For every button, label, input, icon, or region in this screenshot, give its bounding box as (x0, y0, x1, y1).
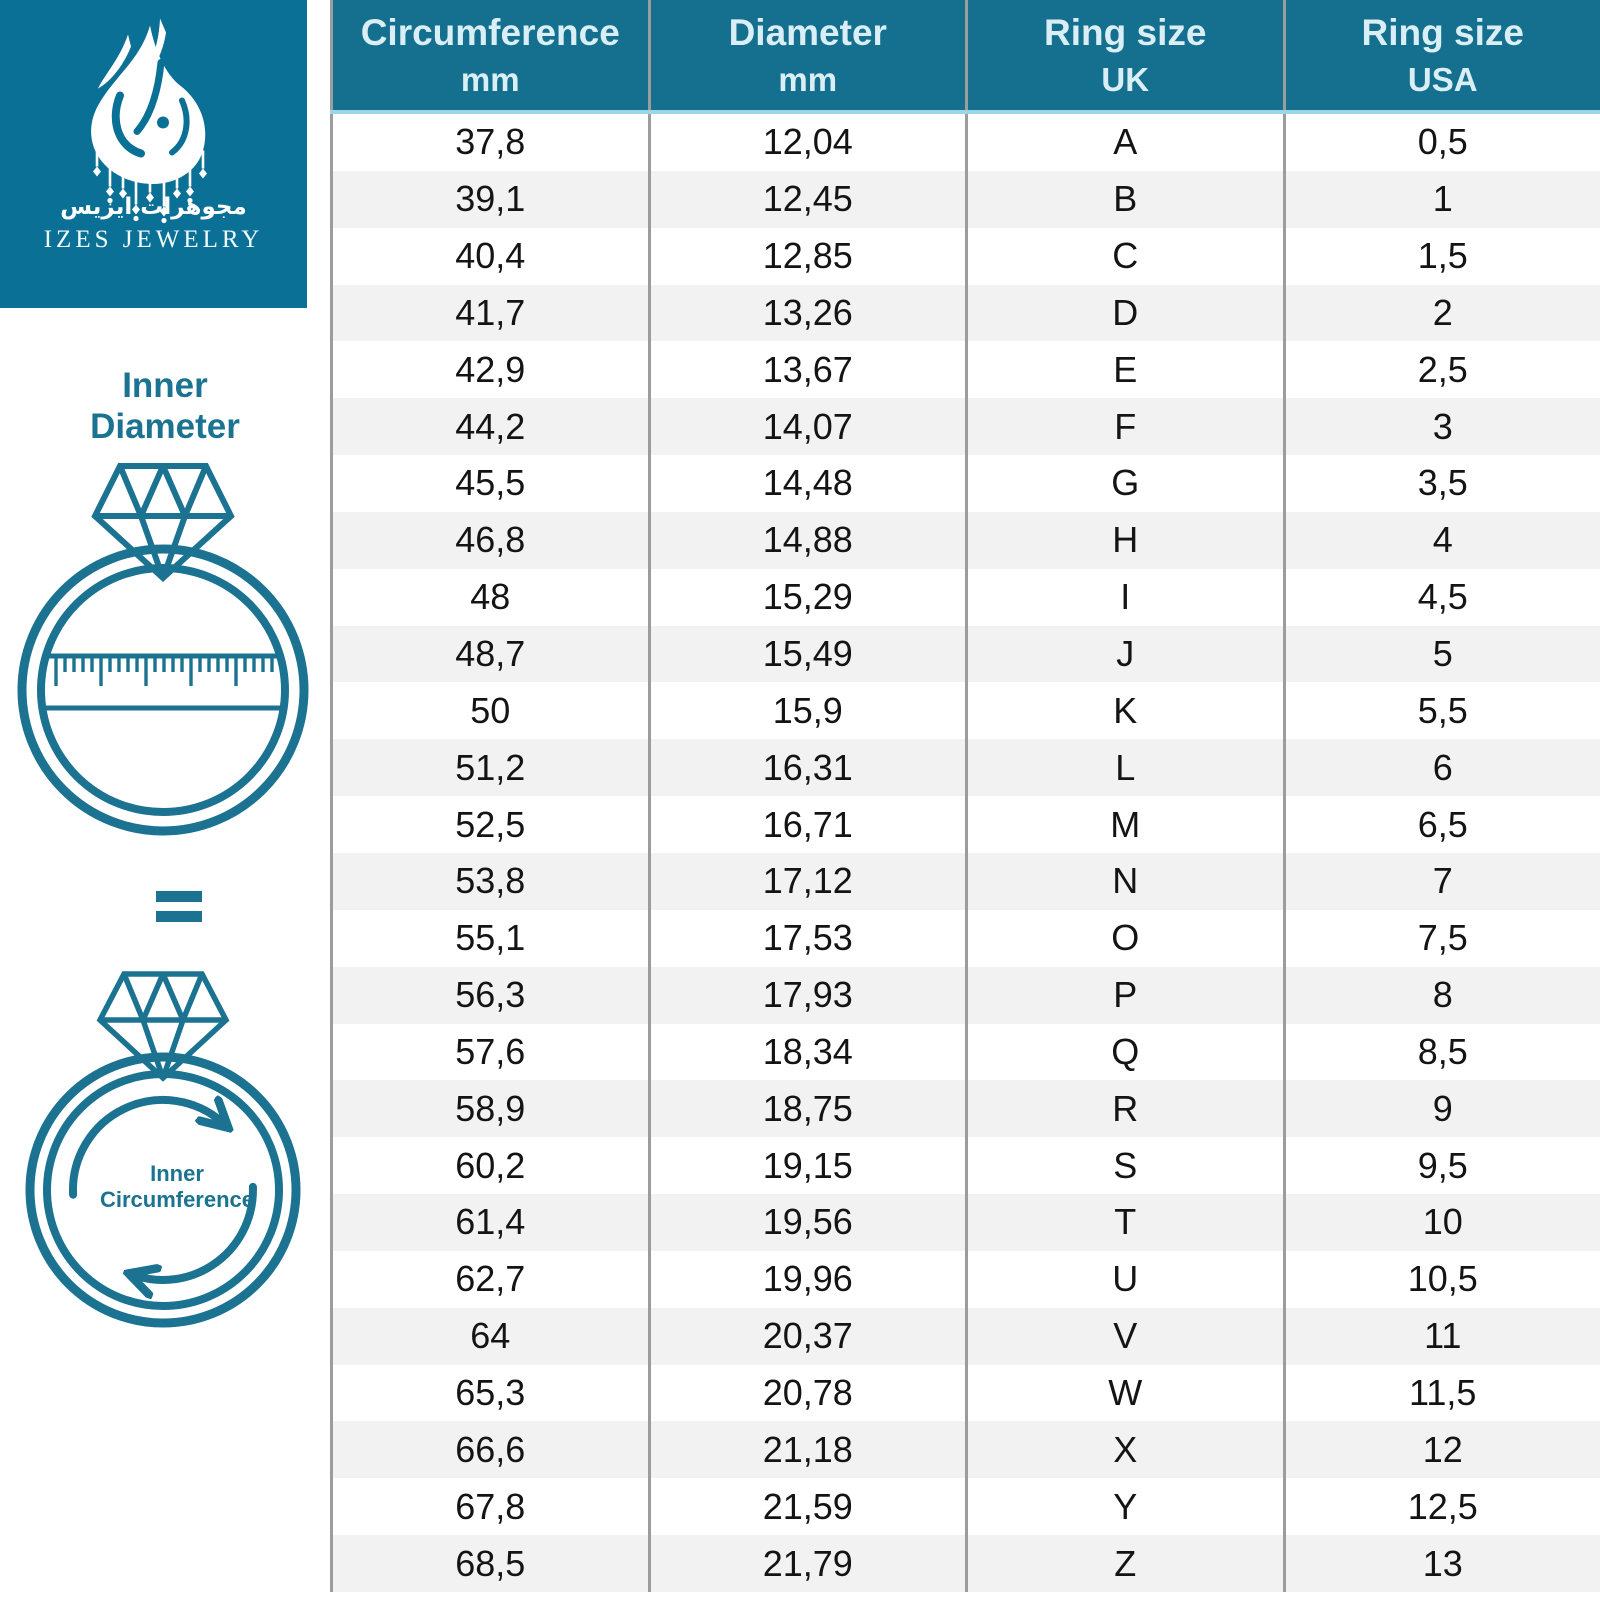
header-cell-ring-size-usa: Ring size USA (1283, 0, 1600, 110)
cell-circumference: 39,1 (330, 171, 648, 228)
cell-uk: N (965, 853, 1283, 910)
table-body (330, 114, 1600, 1592)
cell-diameter: 13,26 (648, 285, 966, 342)
inner-circumference-label-line2: Circumference (99, 1187, 255, 1212)
table-row (330, 1024, 1600, 1081)
cell-usa: 11 (1283, 1308, 1600, 1365)
table-row (330, 1080, 1600, 1137)
cell-diameter: 12,45 (648, 171, 966, 228)
cell-circumference: 55,1 (330, 910, 648, 967)
cell-diameter: 16,71 (648, 796, 966, 853)
cell-circumference: 40,4 (330, 228, 648, 285)
cell-usa: 9 (1283, 1080, 1600, 1137)
cell-usa: 1 (1283, 171, 1600, 228)
cell-usa: 0,5 (1283, 114, 1600, 171)
cell-diameter: 17,93 (648, 967, 966, 1024)
cell-diameter: 14,07 (648, 398, 966, 455)
cell-diameter: 15,49 (648, 626, 966, 683)
cell-circumference: 61,4 (330, 1194, 648, 1251)
cell-circumference: 60,2 (330, 1137, 648, 1194)
cell-circumference: 45,5 (330, 455, 648, 512)
cell-diameter: 12,04 (648, 114, 966, 171)
cell-usa: 10 (1283, 1194, 1600, 1251)
table-row (330, 1194, 1600, 1251)
cell-circumference: 46,8 (330, 512, 648, 569)
brand-logo-icon (0, 0, 307, 308)
cell-diameter: 14,48 (648, 455, 966, 512)
cell-circumference: 48 (330, 569, 648, 626)
cell-diameter: 15,29 (648, 569, 966, 626)
table-row (330, 853, 1600, 910)
cell-uk: H (965, 512, 1283, 569)
cell-usa: 2,5 (1283, 341, 1600, 398)
cell-circumference: 50 (330, 682, 648, 739)
cell-diameter: 12,85 (648, 228, 966, 285)
cell-usa: 12,5 (1283, 1478, 1600, 1535)
brand-name-arabic: مجوهرات ايزيس (60, 194, 247, 220)
cell-uk: K (965, 682, 1283, 739)
logo-block (0, 0, 307, 308)
cell-circumference: 62,7 (330, 1251, 648, 1308)
cell-circumference: 65,3 (330, 1365, 648, 1422)
cell-diameter: 19,15 (648, 1137, 966, 1194)
cell-circumference: 68,5 (330, 1535, 648, 1592)
cell-circumference: 58,9 (330, 1080, 648, 1137)
cell-usa: 6,5 (1283, 796, 1600, 853)
cell-usa: 3,5 (1283, 455, 1600, 512)
table-row (330, 341, 1600, 398)
ring-size-table (330, 0, 1600, 1600)
cell-uk: Y (965, 1478, 1283, 1535)
header-cell-ring-size-uk: Ring size UK (965, 0, 1283, 110)
ruler-ticks (56, 656, 272, 686)
cell-usa: 10,5 (1283, 1251, 1600, 1308)
table-row (330, 114, 1600, 171)
table-row (330, 1365, 1600, 1422)
table-row (330, 228, 1600, 285)
equals-sign (156, 891, 202, 922)
ring-diameter-icon (0, 450, 330, 845)
cell-uk: D (965, 285, 1283, 342)
table-row (330, 569, 1600, 626)
cell-diameter: 16,31 (648, 739, 966, 796)
cell-usa: 2 (1283, 285, 1600, 342)
cell-uk: A (965, 114, 1283, 171)
cell-usa: 13 (1283, 1535, 1600, 1592)
cell-diameter: 21,18 (648, 1421, 966, 1478)
table-row (330, 171, 1600, 228)
table-row (330, 739, 1600, 796)
cell-diameter: 20,37 (648, 1308, 966, 1365)
cell-diameter: 20,78 (648, 1365, 966, 1422)
cell-uk: I (965, 569, 1283, 626)
cell-circumference: 67,8 (330, 1478, 648, 1535)
header-cell-diameter: Diameter mm (648, 0, 966, 110)
cell-uk: Q (965, 1024, 1283, 1081)
table-row (330, 398, 1600, 455)
cell-usa: 7 (1283, 853, 1600, 910)
header-cell-circumference: Circumference mm (330, 0, 648, 110)
brand-name-latin: IZES JEWELRY (43, 226, 264, 253)
cell-usa: 12 (1283, 1421, 1600, 1478)
cell-usa: 9,5 (1283, 1137, 1600, 1194)
cell-uk: Z (965, 1535, 1283, 1592)
cell-uk: E (965, 341, 1283, 398)
table-row (330, 1251, 1600, 1308)
cell-diameter: 15,9 (648, 682, 966, 739)
table-row (330, 682, 1600, 739)
cell-uk: J (965, 626, 1283, 683)
cell-uk: P (965, 967, 1283, 1024)
cell-uk: X (965, 1421, 1283, 1478)
cell-circumference: 64 (330, 1308, 648, 1365)
table-row (330, 910, 1600, 967)
ring-circumference-icon (0, 960, 330, 1345)
cell-diameter: 19,56 (648, 1194, 966, 1251)
cell-usa: 7,5 (1283, 910, 1600, 967)
cell-circumference: 52,5 (330, 796, 648, 853)
cell-diameter: 18,75 (648, 1080, 966, 1137)
table-row (330, 455, 1600, 512)
cell-diameter: 17,53 (648, 910, 966, 967)
table-row (330, 626, 1600, 683)
inner-diameter-label: Inner Diameter (90, 366, 240, 446)
cell-circumference: 44,2 (330, 398, 648, 455)
cell-uk: L (965, 739, 1283, 796)
cell-uk: S (965, 1137, 1283, 1194)
cell-usa: 4 (1283, 512, 1600, 569)
cell-diameter: 17,12 (648, 853, 966, 910)
table-row (330, 1421, 1600, 1478)
cell-usa: 5,5 (1283, 682, 1600, 739)
cell-circumference: 51,2 (330, 739, 648, 796)
table-row (330, 796, 1600, 853)
cell-uk: V (965, 1308, 1283, 1365)
table-row (330, 1137, 1600, 1194)
cell-diameter: 18,34 (648, 1024, 966, 1081)
cell-usa: 8 (1283, 967, 1600, 1024)
table-row (330, 1308, 1600, 1365)
inner-circumference-label-line1: Inner (150, 1161, 204, 1186)
cell-uk: R (965, 1080, 1283, 1137)
cell-diameter: 13,67 (648, 341, 966, 398)
cell-diameter: 21,59 (648, 1478, 966, 1535)
table-header (330, 0, 1600, 114)
table-row (330, 1535, 1600, 1592)
cell-circumference: 48,7 (330, 626, 648, 683)
cell-uk: T (965, 1194, 1283, 1251)
cell-usa: 4,5 (1283, 569, 1600, 626)
cell-usa: 6 (1283, 739, 1600, 796)
cell-uk: G (965, 455, 1283, 512)
cell-circumference: 41,7 (330, 285, 648, 342)
cell-uk: U (965, 1251, 1283, 1308)
cell-uk: F (965, 398, 1283, 455)
cell-usa: 1,5 (1283, 228, 1600, 285)
cell-circumference: 57,6 (330, 1024, 648, 1081)
cell-circumference: 56,3 (330, 967, 648, 1024)
cell-circumference: 53,8 (330, 853, 648, 910)
table-row (330, 512, 1600, 569)
cell-usa: 8,5 (1283, 1024, 1600, 1081)
table-row (330, 285, 1600, 342)
cell-uk: C (965, 228, 1283, 285)
cell-usa: 11,5 (1283, 1365, 1600, 1422)
cell-circumference: 66,6 (330, 1421, 648, 1478)
cell-usa: 3 (1283, 398, 1600, 455)
table-row (330, 967, 1600, 1024)
cell-diameter: 14,88 (648, 512, 966, 569)
cell-diameter: 19,96 (648, 1251, 966, 1308)
cell-uk: O (965, 910, 1283, 967)
table-row (330, 1478, 1600, 1535)
cell-uk: M (965, 796, 1283, 853)
cell-circumference: 37,8 (330, 114, 648, 171)
cell-uk: B (965, 171, 1283, 228)
cell-circumference: 42,9 (330, 341, 648, 398)
cell-uk: W (965, 1365, 1283, 1422)
cell-usa: 5 (1283, 626, 1600, 683)
cell-diameter: 21,79 (648, 1535, 966, 1592)
